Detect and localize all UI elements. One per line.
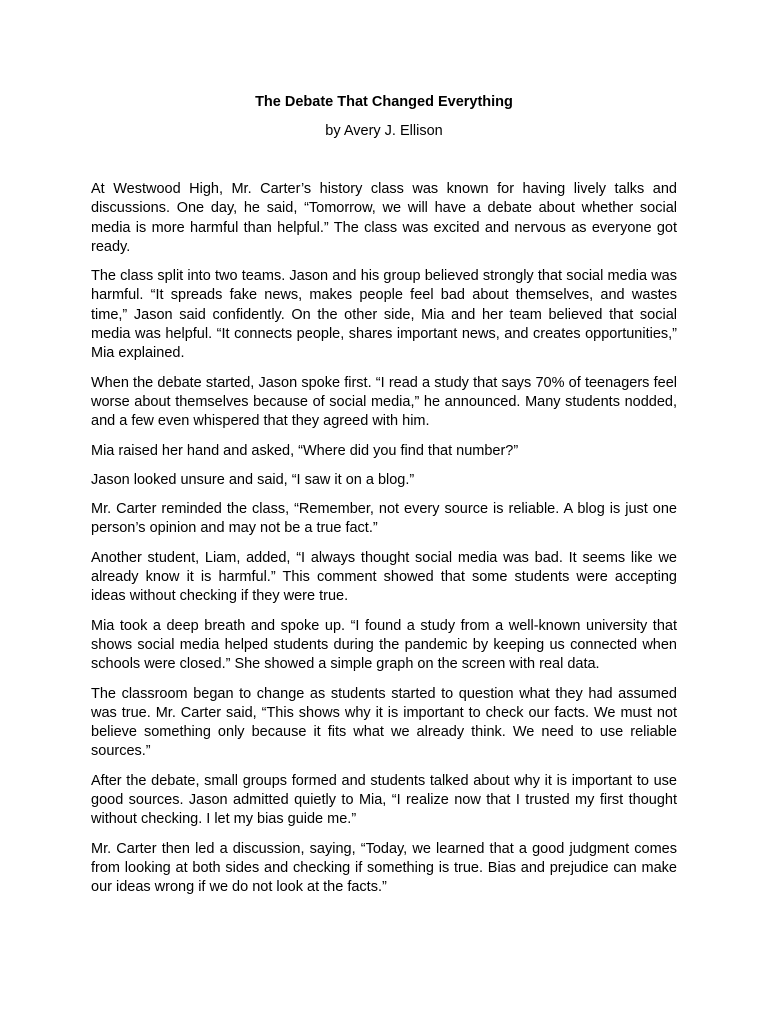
document-page xyxy=(91,92,677,908)
story-paragraph: Mr. Carter reminded the class, “Remember, not every source is reliable. A blog is just one person’s opinion and may not be a true fact.” xyxy=(91,501,677,537)
story-paragraph: Mia raised her hand and asked, “Where did you find that number?” xyxy=(91,442,519,459)
story-paragraph: The classroom began to change as students started to question what they had assumed was true. Mr. Carter said, “This shows why it is important to check our facts. We must not believe something only because it fits what we already think. We need to use reliable sources.” xyxy=(91,685,677,760)
document-title: The Debate That Changed Everything xyxy=(255,94,513,110)
story-paragraph: At Westwood High, Mr. Carter’s history class was known for having lively talks and discussions. One day, he said, “Tomorrow, we will have a debate about whether social media is more harmful than helpful.” The class was excited and nervous as everyone got ready. xyxy=(91,181,677,255)
story-paragraph: When the debate started, Jason spoke first. “I read a study that says 70% of teenagers feel worse about themselves because of social media,” he announced. Many students nodded, and a few even whispered that they agreed with him. xyxy=(91,374,677,430)
story-paragraph: Mia took a deep breath and spoke up. “I found a study from a well-known university that shows social media helped students during the pandemic by keeping us connected when schools were closed.” She showed a simple graph on the screen with real data. xyxy=(91,617,677,673)
story-body xyxy=(91,180,677,898)
story-paragraph: Another student, Liam, added, “I always thought social media was bad. It seems like we already know it is harmful.” This comment showed that some students were accepting ideas without checking if they were true. xyxy=(91,549,677,605)
story-paragraph: The class split into two teams. Jason and his group believed strongly that social media was harmful. “It spreads fake news, makes people feel bad about themselves, and wastes time,” Jason said confidently. On the other side, Mia and her team believed that social media was helpful. “It connects people, shares important news, and creates opportunities,” Mia explained. xyxy=(91,268,677,362)
author-byline: by Avery J. Ellison xyxy=(325,123,443,139)
story-paragraph: After the debate, small groups formed and students talked about why it is important to use good sources. Jason admitted quietly to Mia, “I realize now that I trusted my first thought without checking. I let my bias guide me.” xyxy=(91,772,677,828)
story-paragraph: Jason looked unsure and said, “I saw it on a blog.” xyxy=(91,471,415,488)
story-paragraph: Mr. Carter then led a discussion, saying, “Today, we learned that a good judgment comes from looking at both sides and checking if something is true. Bias and prejudice can make our ideas wrong if we do not look at the facts.” xyxy=(91,840,677,896)
